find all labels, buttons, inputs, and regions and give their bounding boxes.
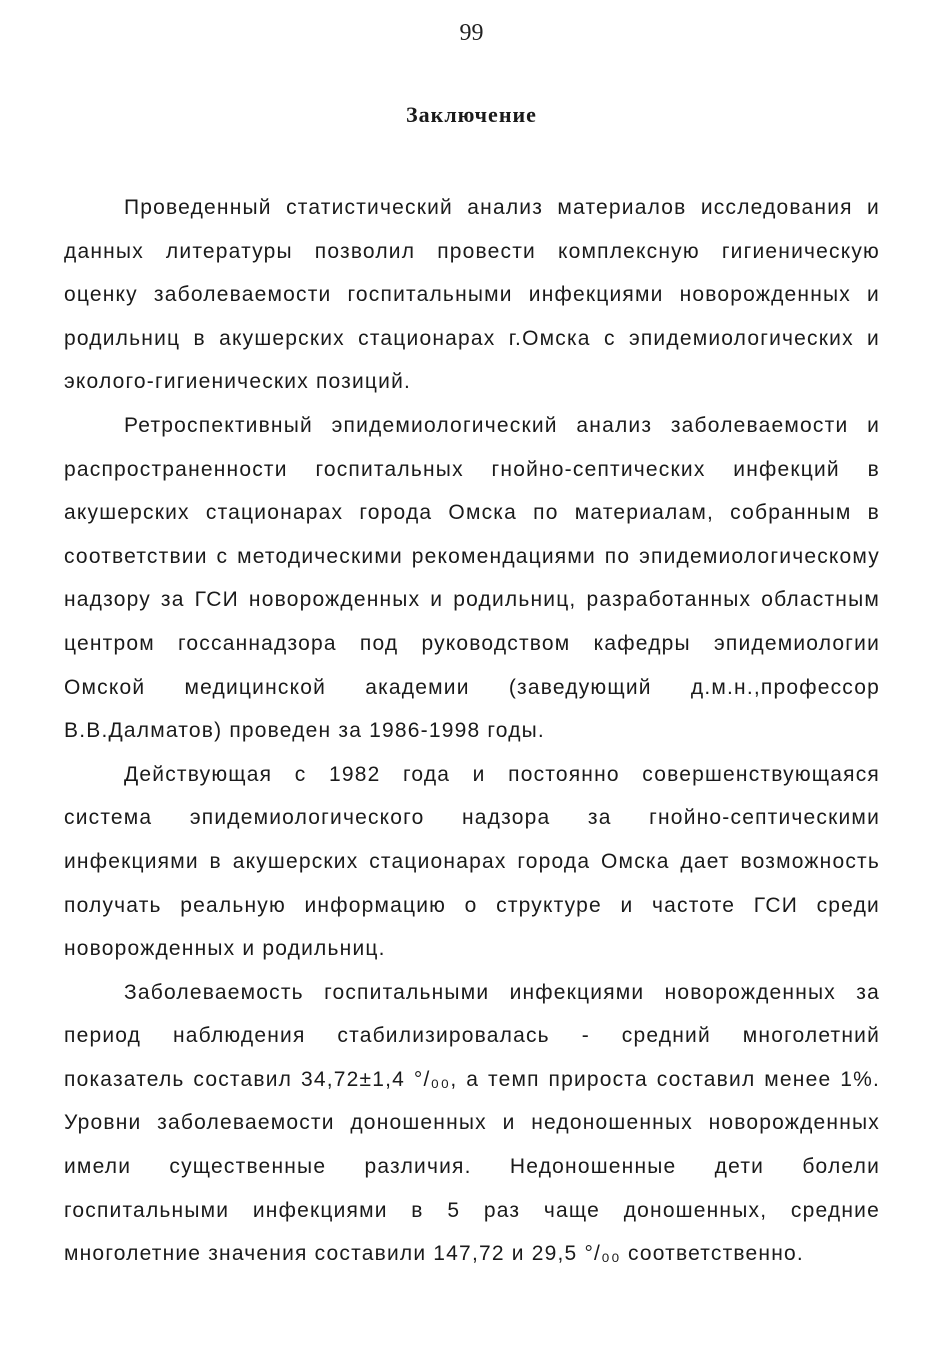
page-number: 99 xyxy=(459,20,484,46)
paragraph: Ретроспективный эпидемиологический анализ заболеваемости и распространенности госпитальных гнойно-септических инфекций в акушерских стационарах города Омска по материалам, собранным в соответствии с методическими рекомендациями по эпидемиологическому надзору за ГСИ новорожденных и родильниц, разработанных областным центром госсаннадзора под руководством кафедры эпидемиологии Омской медицинской академии (заведующий д.м.н.,профессор В.В.Далматов) проведен за 1986-1998 годы. xyxy=(64,413,880,743)
body-text xyxy=(64,186,880,1276)
paragraph: Действующая с 1982 года и постоянно совершенствующаяся система эпидемиологического надзора за гнойно-септическими инфекциями в акушерских стационарах города Омска дает возможность получать реальную информацию о структуре и частоте ГСИ среди новорожденных и родильниц. xyxy=(64,762,880,961)
paragraph: Заболеваемость госпитальными инфекциями новорожденных за период наблюдения стабилизировалась - средний многолетний показатель составил 34,72±1,4 °/₀₀, а темп прироста составил менее 1%. Уровни заболеваемости доношенных и недоношенных новорожденных имели существенные различия. Недоношенные дети болели госпитальными инфекциями в 5 раз чаще доношенных, средние многолетние значения составили 147,72 и 29,5 °/₀₀ соответственно. xyxy=(64,980,880,1266)
paragraph: Проведенный статистический анализ материалов исследования и данных литературы позволил провести комплексную гигиеническую оценку заболеваемости госпитальными инфекциями новорожденных и родильниц в акушерских стационарах г.Омска с эпидемиологических и эколого-гигиенических позиций. xyxy=(64,196,880,394)
section-heading: Заключение xyxy=(406,102,537,127)
